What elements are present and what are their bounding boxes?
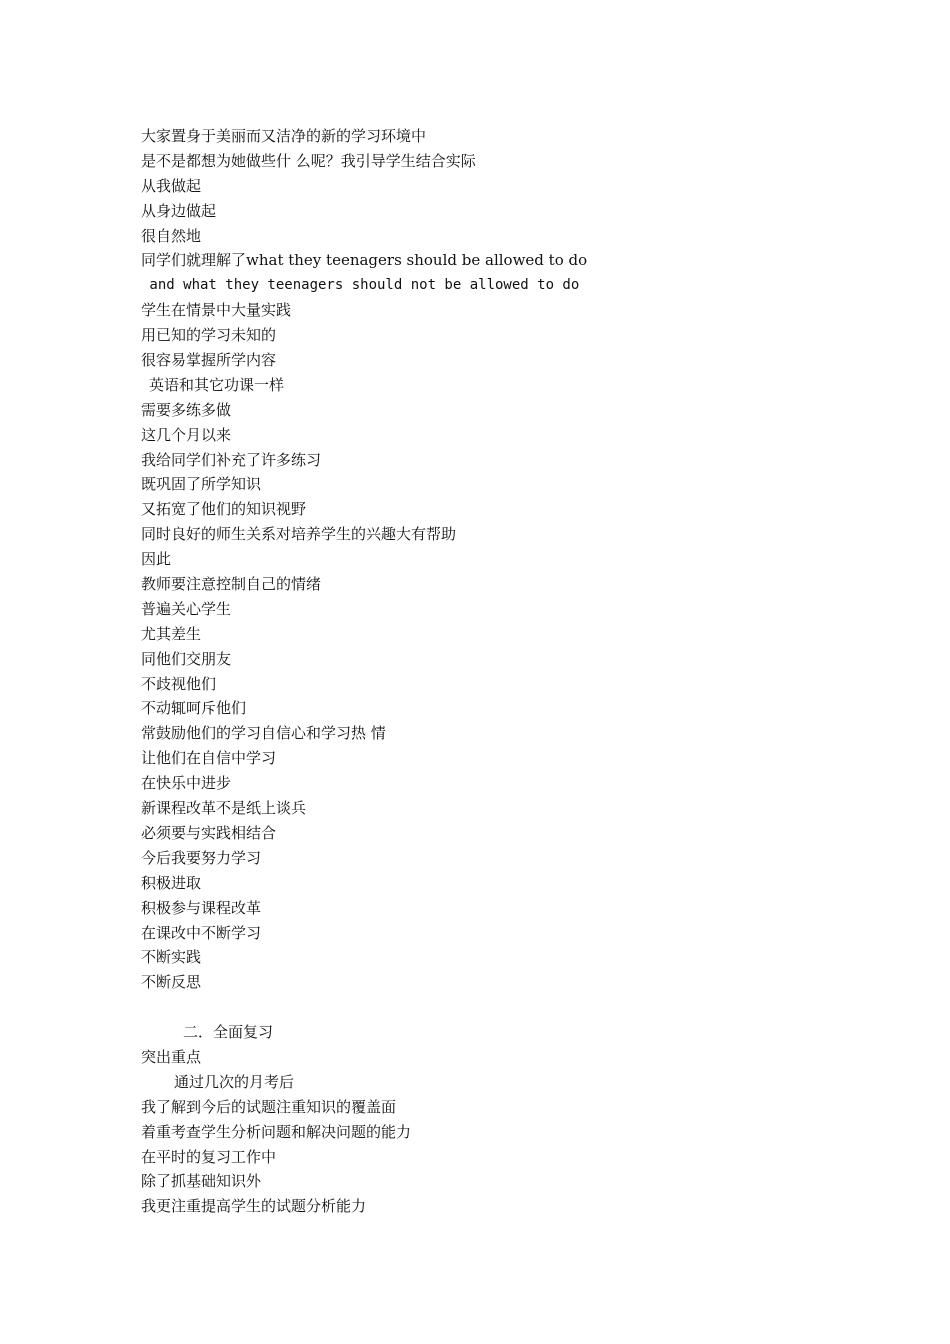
text-line: 英语和其它功课一样	[149, 375, 285, 394]
text-line: 大家置身于美丽而又洁净的新的学习环境中	[141, 127, 427, 145]
text-line: 这几个月以来	[141, 425, 232, 444]
text-line: 学生在情景中大量实践	[141, 301, 292, 320]
text-line: 我更注重提高学生的试题分析能力	[141, 1197, 367, 1216]
text-line: 普遍关心学生	[141, 599, 232, 618]
text-line: 同时良好的师生关系对培养学生的兴趣大有帮助	[141, 525, 457, 544]
text-line: 教师要注意控制自己的情绪	[141, 575, 322, 594]
text-line: 不断反思	[141, 973, 202, 992]
text-line: 从身边做起	[141, 201, 217, 220]
text-line: 用已知的学习未知的	[141, 326, 277, 345]
text-line: 很容易掌握所学内容	[141, 351, 277, 370]
text-line: 积极参与课程改革	[141, 898, 262, 917]
text-line: 在课改中不断学习	[141, 923, 262, 942]
text-line: 因此	[141, 550, 172, 569]
text-line: 不断实践	[141, 948, 202, 967]
text-line: 突出重点	[141, 1047, 202, 1066]
text-line: 是不是都想为她做些什 么呢？我引导学生结合实际	[141, 151, 476, 170]
text-line: 新课程改革不是纸上谈兵	[141, 799, 307, 818]
text-line: 我了解到今后的试题注重知识的覆盖面	[141, 1097, 397, 1116]
text-line: 必须要与实践相结合	[141, 823, 277, 842]
section-heading: 二．全面复习	[183, 1023, 274, 1042]
text-line: 着重考查学生分析问题和解决问题的能力	[141, 1122, 412, 1141]
text-line: 同他们交朋友	[141, 649, 232, 668]
document-body	[141, 124, 841, 1219]
text-line: 需要多练多做	[141, 400, 232, 419]
text-line: 在平时的复习工作中	[141, 1147, 277, 1166]
text-line: 既巩固了所学知识	[141, 475, 262, 494]
text-line: 我给同学们补充了许多练习	[141, 450, 322, 469]
text-line: 又拓宽了他们的知识视野	[141, 500, 307, 519]
text-line: 在快乐中进步	[141, 774, 232, 793]
text-line: 不动辄呵斥他们	[141, 699, 247, 718]
text-line: 让他们在自信中学习	[141, 749, 277, 768]
text-line: 很自然地	[141, 226, 202, 245]
text-line-english: and what they teenagers should not be allowed to do	[141, 277, 580, 294]
text-line-content: 同学们就理解了what they teenagers should be allowed to do	[141, 251, 588, 270]
text-line: 通过几次的月考后	[174, 1072, 295, 1091]
text-line: 不歧视他们	[141, 674, 217, 693]
text-line-mixed	[141, 248, 841, 273]
blank-line	[141, 995, 841, 1020]
text-line: 尤其差生	[141, 624, 202, 643]
text-line: 积极进取	[141, 873, 202, 892]
text-line: 常鼓励他们的学习自信心和学习热 情	[141, 724, 386, 743]
text-line: 从我做起	[141, 176, 202, 195]
text-line: 除了抓基础知识外	[141, 1172, 262, 1191]
text-line: 今后我要努力学习	[141, 848, 262, 867]
